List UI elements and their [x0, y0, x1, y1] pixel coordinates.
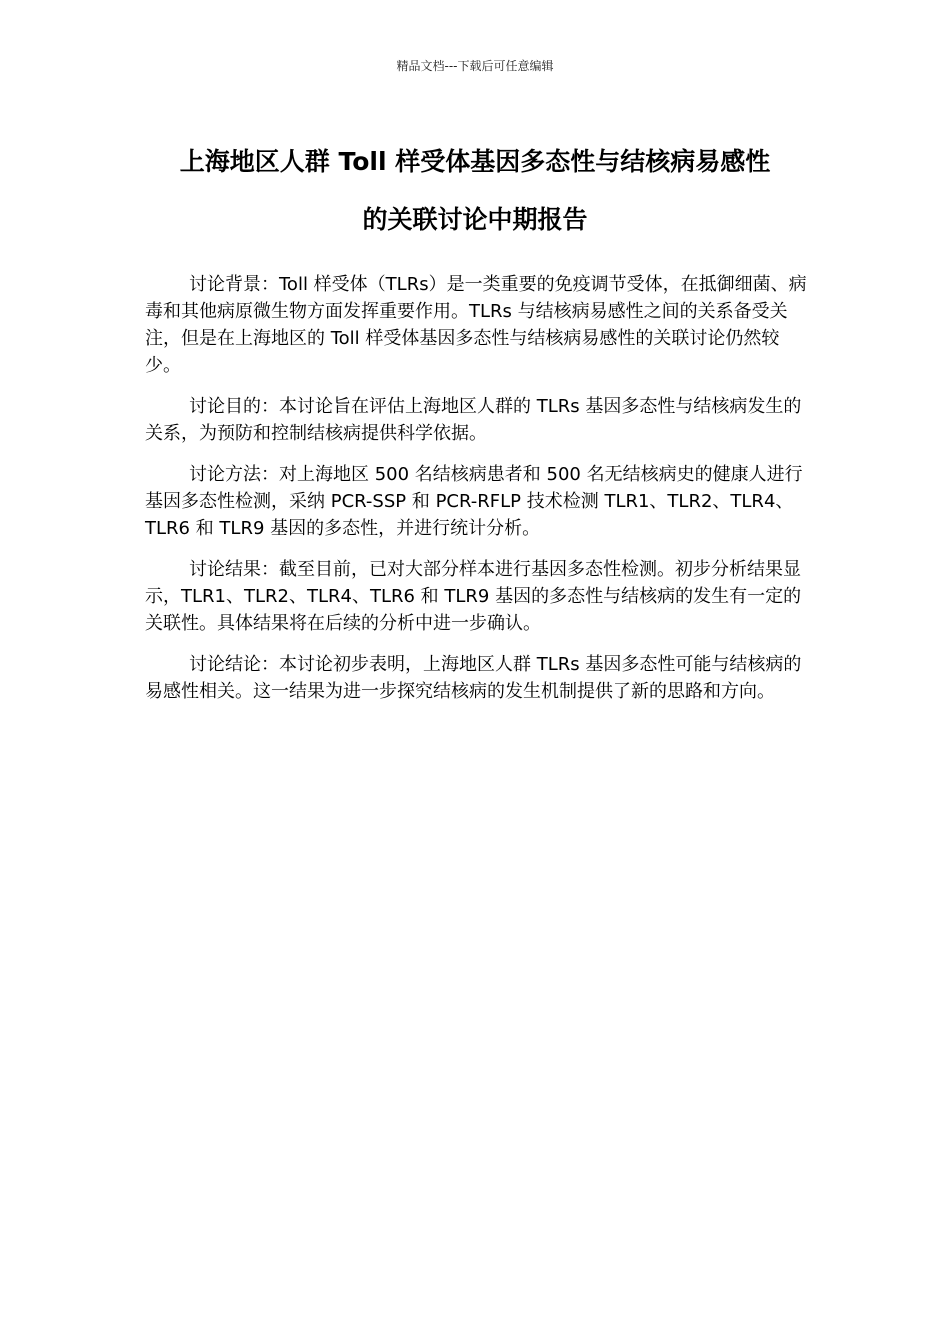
paragraph-conclusion: 讨论结论：本讨论初步表明，上海地区人群 TLRs 基因多态性可能与结核病的易感性相关。这一结果为进一步探究结核病的发生机制提供了新的思路和方向。: [145, 654, 802, 702]
paragraph-results: 讨论结果：截至目前，已对大部分样本进行基因多态性检测。初步分析结果显示，TLR1、TLR2、TLR4、TLR6 和 TLR9 基因的多态性与结核病的发生有一定的关联性。具体结果将在后续的分析中进一步确认。: [145, 559, 802, 634]
paragraph-background: 讨论背景：Toll 样受体（TLRs）是一类重要的免疫调节受体，在抵御细菌、病毒和其他病原微生物方面发挥重要作用。TLRs 与结核病易感性之间的关系备受关注，但是在上海地区的 Toll 样受体基因多态性与结核病易感性的关联讨论仍然较少。: [145, 274, 807, 376]
document-title: [120, 133, 830, 249]
paragraph-objective: 讨论目的：本讨论旨在评估上海地区人群的 TLRs 基因多态性与结核病发生的关系，为预防和控制结核病提供科学依据。: [145, 396, 802, 444]
paragraph-methods: 讨论方法：对上海地区 500 名结核病患者和 500 名无结核病史的健康人进行基因多态性检测，采纳 PCR-SSP 和 PCR-RFLP 技术检测 TLR1、TLR2、TLR4、TLR6 和 TLR9 基因的多态性，并进行统计分析。: [145, 464, 803, 539]
title-line-1: 上海地区人群 Toll 样受体基因多态性与结核病易感性: [179, 147, 771, 176]
title-line-2: 的关联讨论中期报告: [362, 205, 588, 234]
header-note: 精品文档---下载后可任意编辑: [396, 59, 554, 73]
document-body: [145, 271, 810, 719]
